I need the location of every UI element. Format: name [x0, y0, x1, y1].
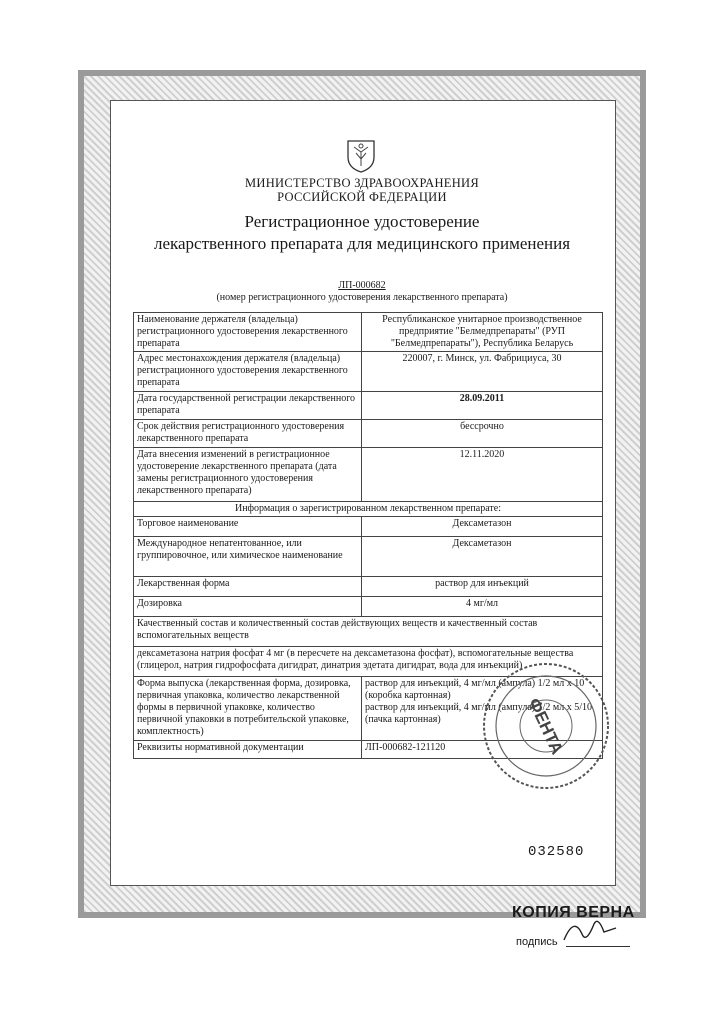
- info-header: Информация о зарегистрированном лекарственном препарате:: [134, 502, 603, 517]
- table-row: [134, 617, 603, 647]
- coat-of-arms-icon: [344, 137, 378, 173]
- release-form-value-1: раствор для инъекций, 4 мг/мл (ампула) 1/2 мл x 10 (коробка картонная): [365, 678, 585, 701]
- dosage-form-value: раствор для инъекций: [362, 577, 603, 597]
- table-row: [134, 392, 603, 420]
- ministry-line-2: РОССИЙСКОЙ ФЕДЕРАЦИИ: [277, 190, 447, 204]
- document-title-1: Регистрационное удостоверение: [244, 212, 480, 231]
- change-date-value: 12.11.2020: [362, 448, 603, 502]
- holder-value: Республиканское унитарное производственное предприятие "Белмедпрепараты" (РУП "Белмедпрепараты"), Республика Беларусь: [362, 313, 603, 352]
- signature-scribble: [560, 912, 620, 948]
- signature-label: подпись: [516, 936, 558, 948]
- reg-date-label: Дата государственной регистрации лекарственного препарата: [134, 392, 362, 420]
- dosage-label: Дозировка: [134, 597, 362, 617]
- release-form-value-2: раствор для инъекций, 4 мг/мл (ампула) 1/2 мл x 5/10 (пачка картонная): [365, 702, 592, 725]
- ministry-line-1: МИНИСТЕРСТВО ЗДРАВООХРАНЕНИЯ: [244, 176, 480, 190]
- table-row: [134, 517, 603, 537]
- trade-name-value: Дексаметазон: [362, 517, 603, 537]
- normative-value: ЛП-000682-121120: [362, 741, 603, 759]
- ministry-name: [110, 176, 614, 204]
- round-stamp: [480, 660, 612, 792]
- inn-label: Международное непатентованное, или группировочное, или химическое наименование: [134, 537, 362, 577]
- normative-label: Реквизиты нормативной документации: [134, 741, 362, 759]
- table-row: [134, 448, 603, 502]
- address-label: Адрес местонахождения держателя (владельца) регистрационного удостоверения лекарственного препарата: [134, 352, 362, 392]
- inn-value: Дексаметазон: [362, 537, 603, 577]
- serial-number: 032580: [528, 844, 585, 860]
- signature-line: [566, 946, 630, 947]
- validity-value: бессрочно: [362, 420, 603, 448]
- document-title-2: лекарственного препарата для медицинского применения: [153, 234, 571, 253]
- table-row: [134, 352, 603, 392]
- stamp-text: ФЕНТА: [524, 695, 567, 758]
- registration-number-note: (номер регистрационного удостоверения лекарственного препарата): [216, 292, 508, 303]
- composition-value: дексаметазона натрия фосфат 4 мг (в пересчете на дексаметазона фосфат), вспомогательные вещества (глицерол, натрия гидрофосфата дигидрат, динатрия эдетата дигидрат, вода для инъекций): [134, 647, 603, 677]
- address-value: 220007, г. Минск, ул. Фабрициуса, 30: [362, 352, 603, 392]
- table-row: [134, 502, 603, 517]
- change-date-label: Дата внесения изменений в регистрационное удостоверение лекарственного препарата (дата замены регистрационного удостоверения лекарственного препарата): [134, 448, 362, 502]
- table-row: [134, 537, 603, 577]
- reg-date-value: 28.09.2011: [362, 392, 603, 420]
- dosage-form-label: Лекарственная форма: [134, 577, 362, 597]
- holder-label: Наименование держателя (владельца) регистрационного удостоверения лекарственного препарата: [134, 313, 362, 352]
- release-form-label: Форма выпуска (лекарственная форма, дозировка, первичная упаковка, количество лекарственной формы в первичной упаковке, количество первичной упаковки в потребительской упаковке, комплектность): [134, 677, 362, 741]
- table-row: [134, 597, 603, 617]
- table-row: [134, 577, 603, 597]
- dosage-value: 4 мг/мл: [362, 597, 603, 617]
- composition-header: Качественный состав и количественный состав действующих веществ и качественный состав вспомогательных веществ: [134, 617, 603, 647]
- copy-certified-stamp: КОПИЯ ВЕРНА: [512, 904, 635, 921]
- trade-name-label: Торговое наименование: [134, 517, 362, 537]
- table-row: [134, 420, 603, 448]
- registration-number: ЛП-000682: [338, 280, 386, 291]
- validity-label: Срок действия регистрационного удостоверения лекарственного препарата: [134, 420, 362, 448]
- table-row: [134, 313, 603, 352]
